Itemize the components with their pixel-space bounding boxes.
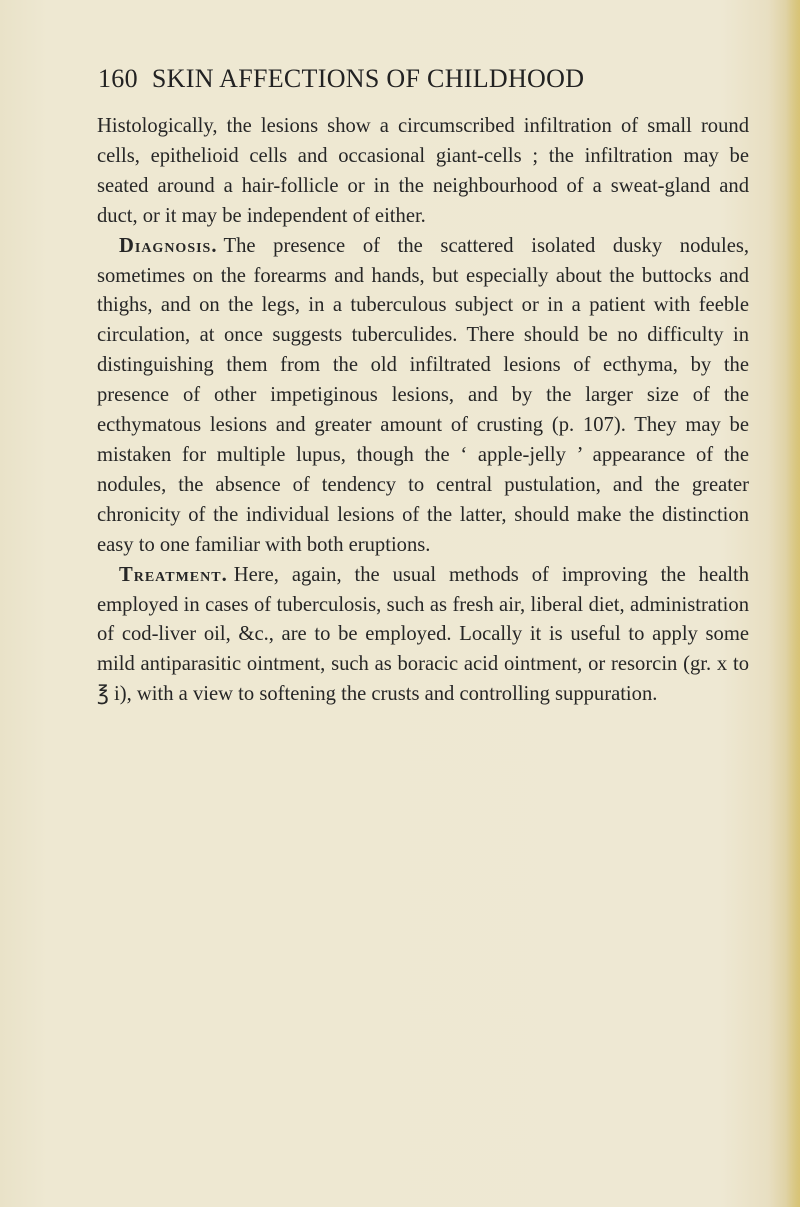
- running-head: [98, 64, 748, 94]
- diagnosis-text: The presence of the scattered isolated dusky nodules, sometimes on the forearms and hands, but especially about the buttocks and thighs, and on the legs, in a tuberculous subject or in a patient with feeble circulation, at once suggests tuberculides. There should be no difficulty in distinguishing them from the old infiltrated lesions of ecthyma, by the presence of other impetiginous lesions, and by the larger size of the ecthymatous lesions and greater amount of crusting (p. 107). They may be mistaken for multiple lupus, though the ‘ apple-jelly ’ appearance of the nodules, the absence of tendency to central pustulation, and the greater chronicity of the individual lesions of the latter, should make the distinction easy to one familiar with both eruptions.: [97, 234, 749, 556]
- body-text: [97, 112, 749, 710]
- paragraph-histology: [97, 112, 749, 232]
- treatment-heading: Treatment.: [119, 563, 228, 586]
- paragraph-diagnosis: [97, 232, 749, 561]
- paragraph-treatment: [97, 561, 749, 711]
- diagnosis-heading: Diagnosis.: [119, 234, 218, 257]
- histology-text: Histologically, the lesions show a circumscribed infiltration of small round cells, epithelioid cells and occasional giant-cells ; the infiltration may be seated around a hair-follicle or in the neighbourhood of a sweat-gland and duct, or it may be independent of either.: [97, 115, 749, 227]
- running-title: SKIN AFFECTIONS OF CHILDHOOD: [151, 64, 585, 93]
- treatment-text: Here, again, the usual methods of improving the health employed in cases of tuberculosis, such as fresh air, liberal diet, administration of cod-liver oil, &c., are to be employed. Locally it is useful to apply some mild antiparasitic ointment, such as boracic acid ointment, or resorcin (gr. x to ℥ i), with a view to softening the crusts and controlling suppuration.: [97, 563, 749, 706]
- page-edge-shadow: [786, 0, 800, 1207]
- page-number: 160: [98, 64, 138, 93]
